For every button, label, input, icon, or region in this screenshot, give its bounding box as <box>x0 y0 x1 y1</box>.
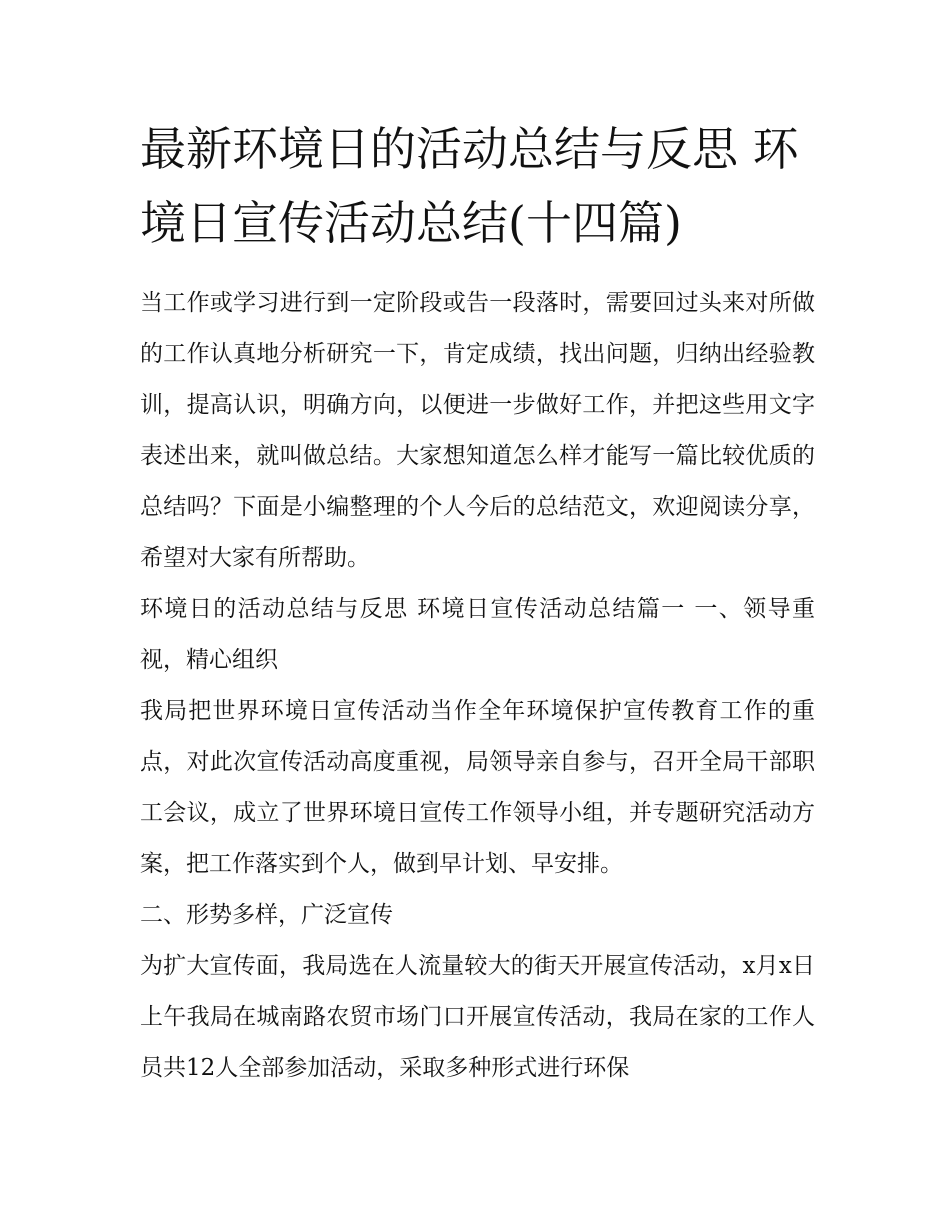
document-body <box>140 278 815 1094</box>
document-title: 最新环境日的活动总结与反思 环境日宣传活动总结(十四篇) <box>140 122 799 250</box>
paragraph-section-heading-1: 环境日的活动总结与反思 环境日宣传活动总结篇一 一、领导重视，精心组织 <box>140 596 815 673</box>
paragraph-section-1-body: 我局把世界环境日宣传活动当作全年环境保护宣传教育工作的重点，对此次宣传活动高度重视，局领导亲自参与，召开全局干部职工会议，成立了世界环境日宣传工作领导小组，并专题研究活动方案，把工作落实到个人，做到早计划、早安排。 <box>140 698 815 877</box>
paragraph-section-heading-2: 二、形势多样，广泛宣传 <box>140 902 393 928</box>
paragraph-section-2-body: 为扩大宣传面，我局选在人流量较大的街天开展宣传活动，x月x日上午我局在城南路农贸市场门口开展宣传活动，我局在家的工作人员共12人全部参加活动，采取多种形式进行环保 <box>140 953 815 1081</box>
paragraph-intro: 当工作或学习进行到一定阶段或告一段落时，需要回过头来对所做的工作认真地分析研究一下，肯定成绩，找出问题，归纳出经验教训，提高认识，明确方向，以便进一步做好工作，并把这些用文字表述出来，就叫做总结。大家想知道怎么样才能写一篇比较优质的总结吗？下面是小编整理的个人今后的总结范文，欢迎阅读分享，希望对大家有所帮助。 <box>140 290 815 571</box>
